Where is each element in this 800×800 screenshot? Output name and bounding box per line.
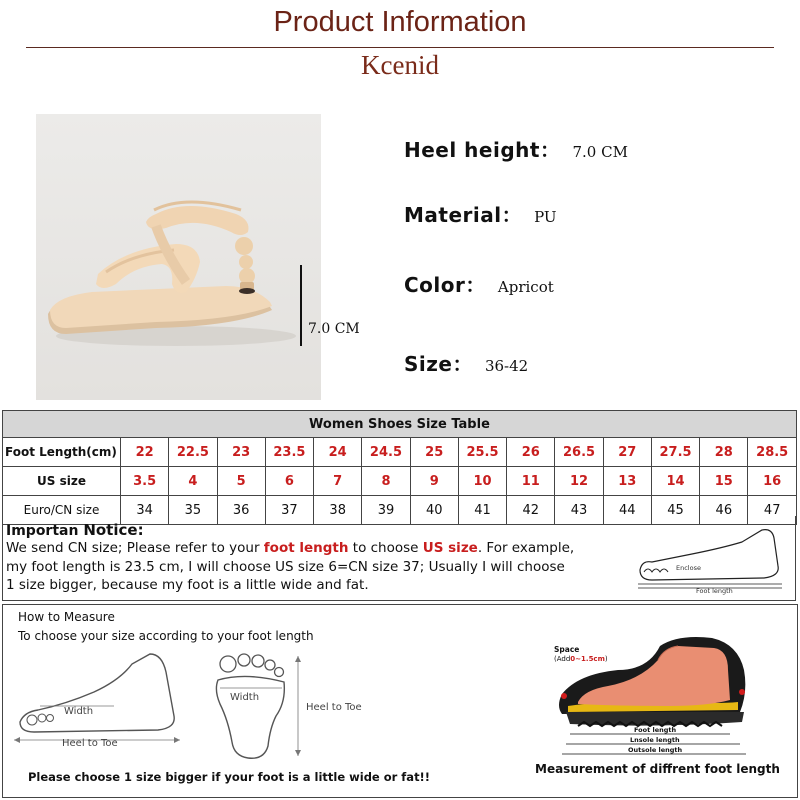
spec-label: Material： xyxy=(404,203,523,227)
heel-height-marker-label: 7.0 CM xyxy=(308,321,360,337)
notice-highlight: US size xyxy=(422,540,478,556)
us-size-cell: 12 xyxy=(555,467,603,496)
foot-length-cell: 24.5 xyxy=(362,438,410,467)
euro-size-cell: 44 xyxy=(603,496,651,525)
foot-sole-view-icon xyxy=(206,650,386,762)
us-size-cell: 14 xyxy=(651,467,699,496)
us-size-cell: 7 xyxy=(314,467,362,496)
us-size-cell: 5 xyxy=(217,467,265,496)
row-header: Euro/CN size xyxy=(3,496,121,525)
foot-length-figure xyxy=(632,520,792,596)
us-size-cell: 6 xyxy=(265,467,313,496)
us-size-cell: 9 xyxy=(410,467,458,496)
size-table-title: Women Shoes Size Table xyxy=(3,411,797,438)
size-advice-note: Please choose 1 size bigger if your foot is a little wide or fat!! xyxy=(28,770,431,784)
us-size-cell: 16 xyxy=(748,467,796,496)
foot-length-cell: 28.5 xyxy=(748,438,796,467)
euro-size-cell: 42 xyxy=(507,496,555,525)
foot-length-cell: 24 xyxy=(314,438,362,467)
euro-size-cell: 35 xyxy=(169,496,217,525)
euro-size-cell: 39 xyxy=(362,496,410,525)
foot-length-cell: 22.5 xyxy=(169,438,217,467)
insole-length-label: Lnsole length xyxy=(630,736,680,744)
notice-highlight: foot length xyxy=(263,540,349,556)
notice-line-3: 1 size bigger, because my foot is a little wide and fat. xyxy=(6,577,369,593)
spec-heel-height xyxy=(404,134,628,163)
outsole-length-label: Outsole length xyxy=(628,746,683,754)
sole-width-label: Width xyxy=(230,692,260,703)
us-size-cell: 10 xyxy=(458,467,506,496)
us-size-cell: 13 xyxy=(603,467,651,496)
table-row-foot-length xyxy=(3,438,797,467)
foot-length-label: Foot length xyxy=(634,726,677,734)
notice-text: We send CN size; Please refer to your xyxy=(6,540,264,556)
how-to-measure-title: How to Measure xyxy=(18,610,115,624)
foot-length-cell: 25 xyxy=(410,438,458,467)
foot-length-cell: 23.5 xyxy=(265,438,313,467)
us-size-cell: 3.5 xyxy=(121,467,169,496)
sandal-illustration xyxy=(36,114,321,400)
foot-length-cell: 25.5 xyxy=(458,438,506,467)
foot-length-cell: 26.5 xyxy=(555,438,603,467)
row-header: Foot Length(cm) xyxy=(3,438,121,467)
foot-length-cell: 26 xyxy=(507,438,555,467)
space-add: (Add xyxy=(554,655,571,663)
spec-material xyxy=(404,199,557,228)
heel-height-marker xyxy=(300,265,302,346)
euro-size-cell: 34 xyxy=(121,496,169,525)
fig-enclose-label: Enclose xyxy=(676,564,701,572)
us-size-cell: 8 xyxy=(362,467,410,496)
euro-size-cell: 47 xyxy=(748,496,796,525)
table-row-us-size xyxy=(3,467,797,496)
notice-line-1 xyxy=(6,540,574,556)
shoe-length-diagram-caption: Measurement of diffrent foot length xyxy=(535,762,780,776)
foot-length-cell: 28 xyxy=(700,438,748,467)
notice-title-b: Notice: xyxy=(83,521,144,539)
shoe-length-diagram xyxy=(548,630,768,760)
spec-value: PU xyxy=(534,208,557,226)
notice-title-a: Importan xyxy=(6,523,84,539)
notice-title xyxy=(6,521,144,539)
euro-size-cell: 43 xyxy=(555,496,603,525)
spec-value: Apricot xyxy=(497,278,554,296)
row-header: US size xyxy=(3,467,121,496)
euro-size-cell: 38 xyxy=(314,496,362,525)
spec-value: 36-42 xyxy=(484,357,529,375)
size-table xyxy=(2,410,797,525)
how-to-measure-subtitle: To choose your size according to your foot length xyxy=(18,629,314,643)
spec-label: Color： xyxy=(404,273,486,297)
foot-length-cell: 23 xyxy=(217,438,265,467)
side-width-label: Width xyxy=(64,706,94,717)
us-size-cell: 15 xyxy=(700,467,748,496)
us-size-cell: 11 xyxy=(507,467,555,496)
euro-size-cell: 37 xyxy=(265,496,313,525)
us-size-cell: 4 xyxy=(169,467,217,496)
fig-foot-length-label: Foot length xyxy=(696,587,733,595)
foot-length-cell: 22 xyxy=(121,438,169,467)
spec-label: Heel height： xyxy=(404,138,561,162)
space-range: 0~1.5cm xyxy=(570,655,605,663)
space-label: Space xyxy=(554,645,580,654)
spec-label: Size： xyxy=(404,352,473,376)
space-close: ) xyxy=(604,655,608,663)
spec-color xyxy=(404,269,554,298)
euro-size-cell: 46 xyxy=(700,496,748,525)
euro-size-cell: 41 xyxy=(458,496,506,525)
spec-value: 7.0 CM xyxy=(572,143,628,161)
title-divider xyxy=(26,47,774,48)
euro-size-cell: 36 xyxy=(217,496,265,525)
product-photo xyxy=(36,114,321,400)
notice-text: to choose xyxy=(348,540,423,556)
foot-length-cell: 27.5 xyxy=(651,438,699,467)
spec-size xyxy=(404,348,528,377)
foot-length-cell: 27 xyxy=(603,438,651,467)
side-heel-to-toe-label: Heel to Toe xyxy=(62,738,118,749)
sole-heel-to-toe-label: Heel to Toe xyxy=(306,702,362,713)
notice-text: . For example, xyxy=(477,540,575,556)
foot-side-view-icon xyxy=(10,650,190,750)
euro-size-cell: 45 xyxy=(651,496,699,525)
svg-text:(Add0~1.5cm) xyxy=(554,655,608,663)
brand-name: Kcenid xyxy=(361,50,439,80)
page-title: Product Information xyxy=(273,6,527,38)
notice-line-2: my foot length is 23.5 cm, I will choose US size 6=CN size 37; Usually I will choose xyxy=(6,559,565,575)
euro-size-cell: 40 xyxy=(410,496,458,525)
